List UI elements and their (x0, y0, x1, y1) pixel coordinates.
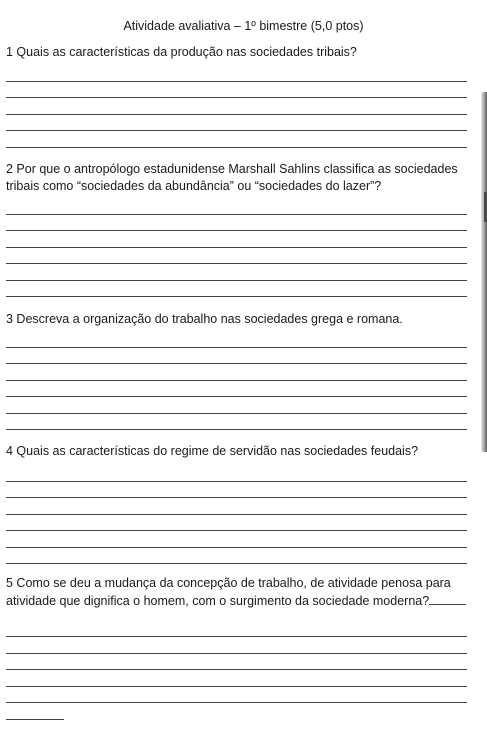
answer-line[interactable] (6, 380, 467, 381)
answer-line[interactable] (6, 686, 467, 687)
answer-line[interactable] (6, 130, 467, 131)
answer-line[interactable] (6, 114, 467, 115)
answer-line[interactable] (6, 296, 467, 297)
answer-line[interactable] (6, 514, 467, 515)
answer-line-inline[interactable] (429, 592, 466, 605)
answer-line[interactable] (6, 280, 467, 281)
page-edge-shadow (481, 92, 487, 452)
question-5 (6, 575, 481, 610)
answer-line[interactable] (6, 719, 64, 720)
answer-line[interactable] (6, 563, 467, 564)
answer-line[interactable] (6, 396, 467, 397)
answer-line[interactable] (6, 669, 467, 670)
question-5-text: 5 Como se deu a mudança da concepção de trabalho, de atividade penosa para atividade que dignifica o homem, com o surgimento da sociedade moderna? (6, 576, 451, 608)
answer-line[interactable] (6, 636, 467, 637)
answer-line[interactable] (6, 230, 467, 231)
answer-line[interactable] (6, 547, 467, 548)
answer-line[interactable] (6, 214, 467, 215)
answer-line[interactable] (6, 429, 467, 430)
answer-line[interactable] (6, 481, 467, 482)
answer-line[interactable] (6, 497, 467, 498)
question-2: 2 Por que o antropólogo estadunidense Marshall Sahlins classifica as sociedades tribais como “sociedades da abundância” ou “sociedades do lazer”? (6, 162, 458, 193)
question-1: 1 Quais as características da produção nas sociedades tribais? (6, 45, 357, 59)
answer-line[interactable] (6, 97, 467, 98)
answer-line[interactable] (6, 653, 467, 654)
answer-line[interactable] (6, 530, 467, 531)
question-4: 4 Quais as características do regime de servidão nas sociedades feudais? (6, 444, 419, 458)
answer-line[interactable] (6, 363, 467, 364)
answer-line[interactable] (6, 263, 467, 264)
answer-line[interactable] (6, 147, 467, 148)
answer-line[interactable] (6, 702, 467, 703)
answer-line[interactable] (6, 413, 467, 414)
page-title: Atividade avaliativa – 1º bimestre (5,0 ptos) (123, 19, 364, 33)
question-3: 3 Descreva a organização do trabalho nas sociedades grega e romana. (6, 312, 403, 326)
answer-line[interactable] (6, 347, 467, 348)
answer-line[interactable] (6, 81, 467, 82)
answer-line[interactable] (6, 247, 467, 248)
